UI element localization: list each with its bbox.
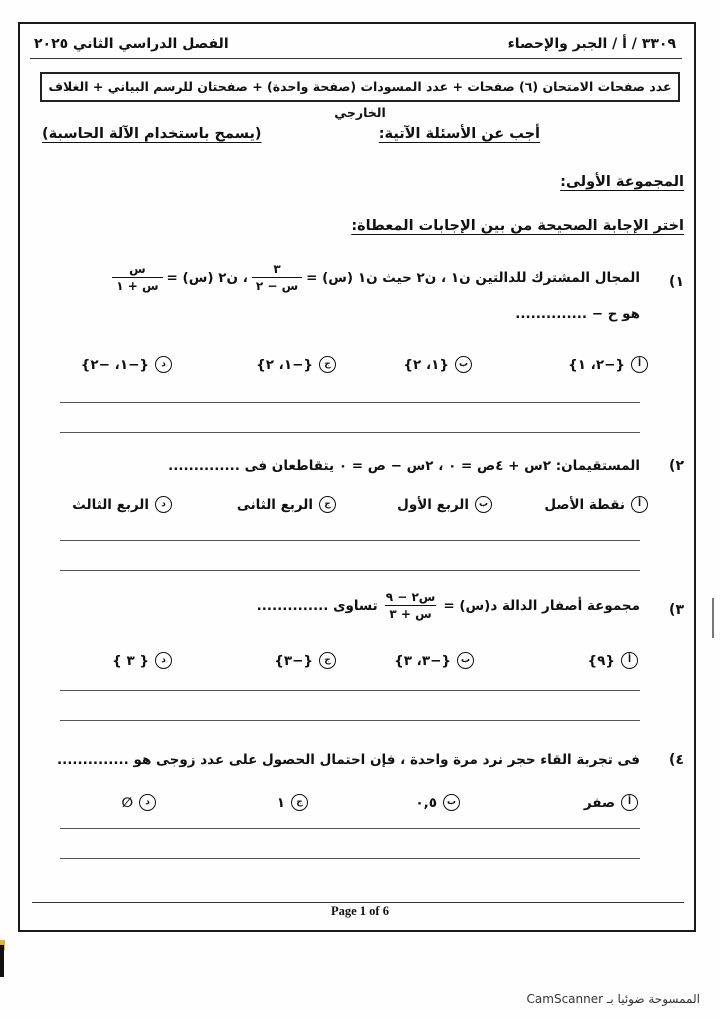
option-text: {−١، −٢}: [80, 356, 149, 373]
fraction-denominator: س + ٣: [385, 605, 435, 621]
answer-line: [60, 402, 640, 403]
fraction-denominator: س + ١: [112, 277, 162, 293]
answer-line: [60, 540, 640, 541]
option-d[interactable]: [81, 356, 172, 373]
option-text: الربع الثالث: [72, 496, 149, 513]
option-text: {−٢، ١}: [568, 356, 625, 373]
footer-divider: [32, 902, 684, 903]
answer-line: [60, 690, 640, 691]
option-c[interactable]: [256, 356, 336, 373]
option-text: ٠,٥: [415, 794, 437, 811]
choice-circle-icon: د: [155, 652, 172, 669]
choice-circle-icon: ب: [457, 652, 474, 669]
scan-edge-mark: [712, 598, 714, 638]
option-text: الربع الأول: [397, 496, 469, 513]
option-d[interactable]: [72, 496, 172, 513]
camscanner-watermark: الممسوحة ضوئيا بـ CamScanner: [526, 992, 700, 1006]
answer-line: [60, 432, 640, 433]
choice-circle-icon: ج: [319, 652, 336, 669]
group-title: المجموعة الأولى:: [560, 174, 684, 190]
choose-instruction: اختر الإجابة الصحيحة من بين الإجابات المعطاة:: [351, 218, 684, 234]
question-3-text: [257, 590, 640, 621]
choice-circle-icon: د: [139, 794, 156, 811]
choice-circle-icon: د: [155, 356, 172, 373]
exam-code-subject: ٣٣٠٩ / أ / الجبر والإحصاء: [507, 36, 676, 52]
fraction: [252, 262, 302, 293]
option-c[interactable]: [237, 496, 336, 513]
scan-edge-mark: [0, 945, 4, 977]
question-3-after: تساوى ..............: [256, 597, 378, 614]
choice-circle-icon: أ: [621, 652, 638, 669]
option-a[interactable]: [584, 794, 638, 811]
answer-instruction: أجب عن الأسئلة الآتية:: [378, 126, 540, 142]
question-number: ٢): [669, 458, 684, 474]
fraction-numerator: ٣: [273, 262, 281, 276]
option-text: {٩}: [587, 652, 615, 669]
page-number: Page 1 of 6: [331, 904, 389, 918]
choice-circle-icon: أ: [631, 356, 648, 373]
page-count-box: عدد صفحات الامتحان (٦) صفحات + عدد المسودات (صفحة واحدة) + صفحتان للرسم البياني + الغلاف الخارجي: [40, 72, 680, 102]
option-text: { ٣ }: [112, 652, 149, 669]
option-a[interactable]: [568, 356, 648, 373]
choice-circle-icon: أ: [631, 496, 648, 513]
exam-term: الفصل الدراسي الثاني ٢٠٢٥: [34, 36, 229, 52]
option-b[interactable]: [394, 652, 474, 669]
answer-line: [60, 570, 640, 571]
option-text: نقطة الأصل: [544, 496, 625, 513]
option-text: الربع الثانى: [236, 496, 313, 513]
option-text: {−١، ٢}: [256, 356, 313, 373]
choice-circle-icon: ب: [475, 496, 492, 513]
question-1-stem: المجال المشترك للدالتين ن١ ، ن٢ حيث ن١ (س) =: [306, 269, 640, 286]
choice-circle-icon: ج: [319, 356, 336, 373]
question-number: ٤): [669, 752, 684, 768]
option-text: {−٣، ٣}: [394, 652, 451, 669]
answer-line: [60, 858, 640, 859]
question-1-text: [108, 262, 640, 293]
option-b[interactable]: [403, 356, 472, 373]
calculator-note: (يسمح باستخدام الآلة الحاسبة): [42, 126, 262, 142]
exam-header: [30, 36, 682, 59]
option-a[interactable]: [588, 652, 639, 669]
choice-circle-icon: د: [155, 496, 172, 513]
question-number: ٣): [669, 602, 684, 618]
choice-circle-icon: أ: [621, 794, 638, 811]
option-d[interactable]: [121, 794, 156, 811]
question-number: ١): [669, 274, 684, 290]
fraction: [112, 262, 162, 293]
option-text: صفر: [583, 794, 615, 811]
option-text: {١، ٢}: [403, 356, 449, 373]
option-c[interactable]: [277, 794, 308, 811]
choice-circle-icon: ج: [291, 794, 308, 811]
option-text: ١: [276, 794, 285, 811]
choice-circle-icon: ب: [455, 356, 472, 373]
question-1-mid: ، ن٢ (س) =: [166, 269, 248, 286]
option-b[interactable]: [397, 496, 492, 513]
choice-circle-icon: ج: [319, 496, 336, 513]
fraction-numerator: س٢ − ٩: [385, 590, 436, 604]
answer-line: [60, 720, 640, 721]
option-d[interactable]: [112, 652, 172, 669]
question-3-stem: مجموعة أصفار الدالة د(س) =: [443, 597, 640, 614]
choice-circle-icon: ب: [443, 794, 460, 811]
option-c[interactable]: [274, 652, 336, 669]
fraction-denominator: س − ٢: [252, 277, 302, 293]
answer-line: [60, 828, 640, 829]
question-4-text: فى تجربة القاء حجر نرد مرة واحدة ، فإن احتمال الحصول على عدد زوجى هو ..............: [56, 752, 640, 768]
fraction-numerator: س: [129, 262, 146, 276]
option-text: ∅: [121, 794, 133, 811]
question-1-line2: هو ح − ..............: [515, 306, 640, 322]
option-text: {−٣}: [274, 652, 313, 669]
option-b[interactable]: [415, 794, 460, 811]
question-2-text: المستقيمان: ٢س + ٤ص = ٠ ، ٢س − ص = ٠ يتقاطعان فى ..............: [168, 458, 640, 474]
option-a[interactable]: [544, 496, 648, 513]
fraction: [382, 590, 440, 621]
